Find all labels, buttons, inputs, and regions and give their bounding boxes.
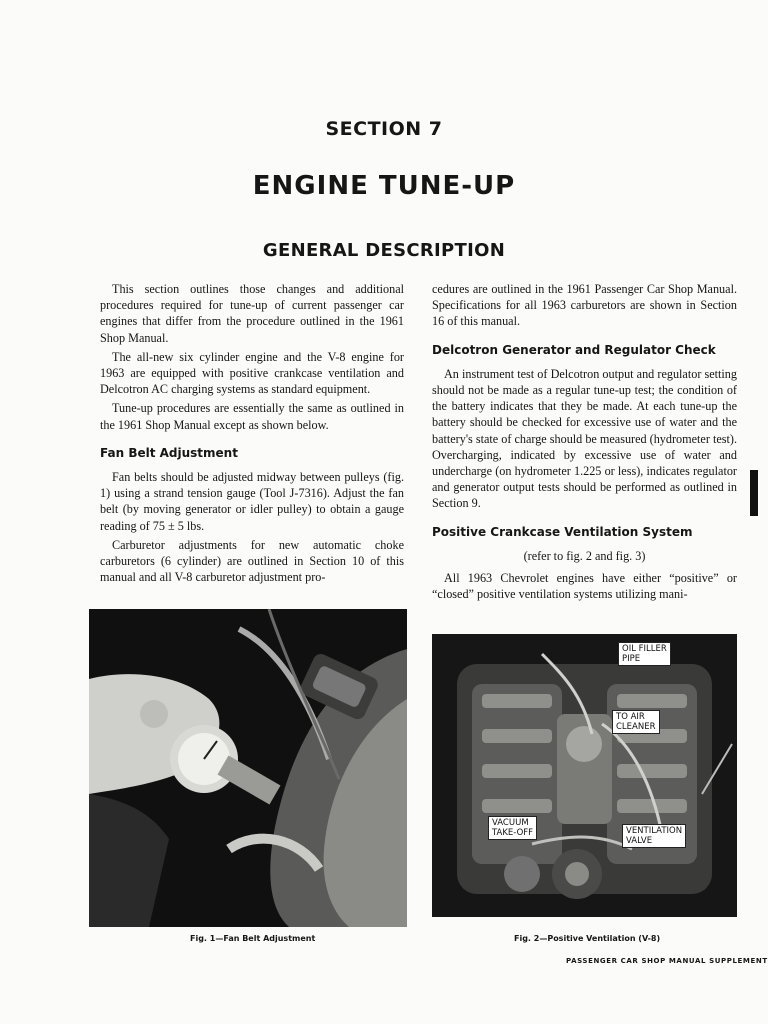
figure-2-caption: Fig. 2—Positive Ventilation (V-8)	[514, 934, 661, 943]
fan-belt-paragraph-2: Carburetor adjustments for new automatic choke carburetors (6 cylinder) are outlined in Section 10 of this manual and all V-8 carburetor adjustment pro-	[100, 537, 404, 585]
figure-reference: (refer to fig. 2 and fig. 3)	[523, 548, 646, 563]
pcv-heading: Positive Crankcase Ventilation System	[432, 524, 693, 539]
delcotron-paragraph: An instrument test of Delcotron output and regulator setting should not be made as a regular tune-up test; the condition of the battery indicates that they be made. At each tune-up the battery should be checked for excessive use of water and the battery's state of charge should be measured (hydrometer test). Overcharging, indicated by excessive use of water and undercharge (on hydrometer 1.225 or less), indicates regulator and generator output tests should be performed as outlined in Section 9.	[432, 366, 737, 511]
page-footer: PASSENGER CAR SHOP MANUAL SUPPLEMENT	[566, 957, 768, 965]
intro-paragraph-2: The all-new six cylinder engine and the V-8 engine for 1963 are equipped with positive crankcase ventilation and Delcotron AC charging systems as standard equipment.	[100, 349, 404, 397]
left-column	[100, 281, 404, 588]
air-cleaner-label: TO AIR CLEANER	[612, 710, 660, 734]
page-edge-marker	[750, 470, 758, 516]
oil-filler-pipe-label: OIL FILLER PIPE	[618, 642, 671, 666]
intro-paragraph-3: Tune-up procedures are essentially the same as outlined in the 1961 Shop Manual except as shown below.	[100, 401, 404, 432]
positive-ventilation-photo	[432, 634, 737, 917]
continued-paragraph: cedures are outlined in the 1961 Passenger Car Shop Manual. Specifications for all 1963 carburetors are shown in Section 16 of this manual.	[432, 282, 737, 329]
page-title: ENGINE TUNE-UP	[252, 171, 516, 201]
pcv-paragraph: All 1963 Chevrolet engines have either “positive” or “closed” positive ventilation systems utilizing mani-	[432, 571, 737, 602]
fan-belt-paragraph-1: Fan belts should be adjusted midway between pulleys (fig. 1) using a strand tension gauge (Tool J-7316). Adjust the fan belt (by moving generator or idler pulley) to obtain a gauge reading of 75 ± 5 lbs.	[100, 470, 404, 533]
figure-1-caption: Fig. 1—Fan Belt Adjustment	[190, 934, 316, 943]
delcotron-heading: Delcotron Generator and Regulator Check	[432, 342, 716, 357]
section-heading: GENERAL DESCRIPTION	[262, 240, 506, 261]
fan-belt-heading: Fan Belt Adjustment	[100, 445, 238, 460]
section-number: SECTION 7	[325, 118, 443, 140]
right-column	[432, 281, 737, 605]
fan-belt-photo	[89, 609, 407, 927]
vacuum-takeoff-label: VACUUM TAKE-OFF	[488, 816, 537, 840]
intro-paragraph-1: This section outlines those changes and additional procedures required for tune-up of current passenger car engines that differ from the procedure outlined in the 1961 Shop Manual.	[100, 282, 404, 345]
ventilation-valve-label: VENTILATION VALVE	[622, 824, 686, 848]
